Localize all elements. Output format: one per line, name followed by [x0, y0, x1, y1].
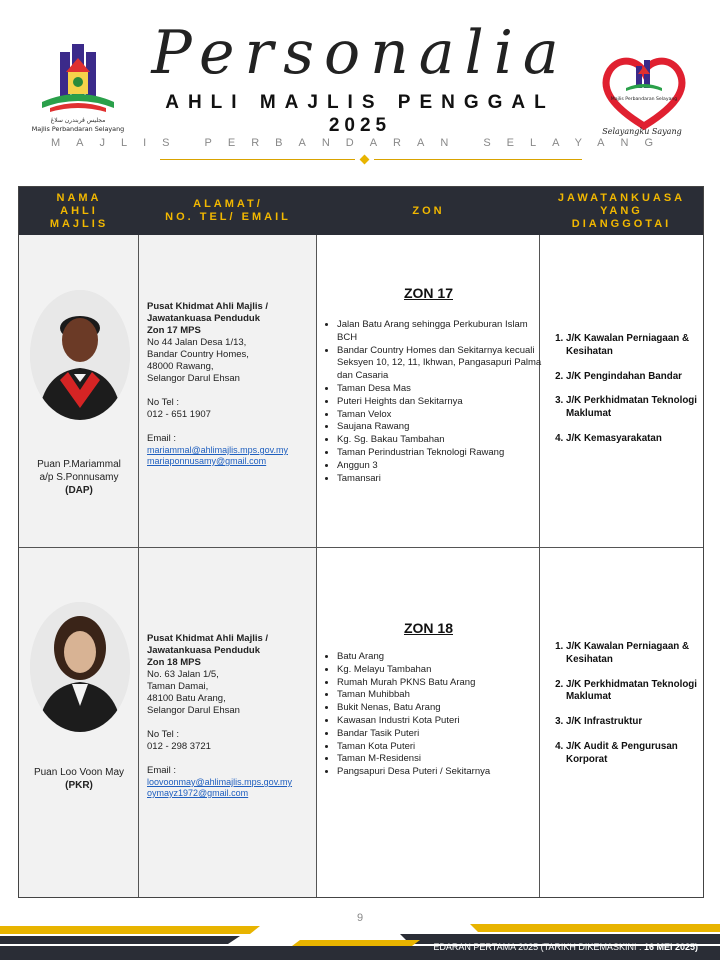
zone-cell [317, 548, 540, 897]
header-address: ALAMAT/ NO. TEL/ EMAIL [165, 198, 291, 223]
header-name: NAMA AHLI MAJLIS [49, 191, 109, 230]
zone-area-item: • Jalan Batu Arang sehingga Perkuburan Islam BCH [337, 319, 547, 345]
committee-cell [540, 235, 703, 547]
address-line: No 44 Jalan Desa 1/13, [147, 337, 247, 348]
party-label: (PKR) [65, 780, 93, 791]
committee-item: 3. J/K Perkhidmatan Teknologi Maklumat [566, 395, 716, 421]
address-block [147, 633, 315, 799]
committee-item: 2. J/K Perkhidmatan Teknologi Maklumat [566, 679, 716, 705]
header-rule-left [160, 159, 355, 160]
member-name [19, 458, 139, 497]
table-row [19, 548, 703, 897]
office-zone: Zon 18 MPS [147, 657, 201, 668]
party-label: (DAP) [65, 485, 93, 496]
edition-note [433, 942, 698, 952]
address-block [147, 301, 315, 467]
email-link[interactable]: mariaponnusamy@gmail.com [147, 456, 267, 466]
table-row [19, 235, 703, 547]
zone-area-item: • Saujana Rawang [337, 421, 547, 434]
address-line: Selangor Darul Ehsan [147, 373, 240, 384]
zone-area-list [325, 319, 547, 485]
council-subtitle: MAJLIS PERBANDARAN SELAYANG [50, 137, 670, 149]
address-line: 48000 Rawang, [147, 361, 214, 372]
script-title: Personalia [151, 18, 569, 88]
zone-area-item: • Puteri Heights dan Sekitarnya [337, 396, 547, 409]
member-cell [19, 548, 139, 897]
mps-logo-right [598, 48, 690, 140]
zone-area-item: • Taman Kota Puteri [337, 741, 547, 754]
address-line: Taman Damai, [147, 681, 209, 692]
tel-number: 012 - 651 1907 [147, 409, 211, 420]
committee-item: 2. J/K Pengindahan Bandar [566, 371, 716, 384]
zone-area-item: • Rumah Murah PKNS Batu Arang [337, 677, 547, 690]
email-link[interactable]: oymayz1972@gmail.com [147, 788, 249, 798]
zone-area-item: • Pangsapuri Desa Puteri / Sekitarnya [337, 766, 547, 779]
address-line: 48100 Batu Arang, [147, 693, 226, 704]
committee-item: 3. J/K Infrastruktur [566, 716, 716, 729]
zone-area-item: • Bandar Tasik Puteri [337, 728, 547, 741]
zone-area-item: • Bukit Nenas, Batu Arang [337, 702, 547, 715]
member-name-line1: Puan P.Mariammal [37, 459, 121, 470]
zone-area-item: • Taman Muhibbah [337, 689, 547, 702]
member-photo [30, 290, 130, 420]
title-year: 2025 [328, 115, 392, 136]
footer-band [0, 918, 720, 960]
committee-item: 4. J/K Kemasyarakatan [566, 433, 716, 446]
committee-item: 1. J/K Kawalan Perniagaan & Kesihatan [566, 641, 716, 667]
committee-cell [540, 548, 703, 897]
email-label: Email : [147, 433, 177, 444]
zone-title: ZON 18 [403, 620, 453, 636]
tel-number: 012 - 298 3721 [147, 741, 211, 752]
header-rule-right [374, 159, 582, 160]
zone-area-list [325, 651, 547, 779]
office-title-line1: Pusat Khidmat Ahli Majlis / [147, 301, 269, 312]
header-committee: JAWATANKUASA YANG DIANGGOTAI [557, 191, 686, 230]
zone-area-item: • Taman Velox [337, 409, 547, 422]
page-number: 9 [356, 912, 364, 924]
committee-item: 4. J/K Audit & Pengurusan Korporat [566, 741, 716, 767]
header-diamond [360, 155, 370, 165]
office-title-line1: Pusat Khidmat Ahli Majlis / [147, 633, 269, 644]
council-member-table [18, 186, 704, 898]
address-cell [139, 548, 317, 897]
office-title-line2: Jawatankuasa Penduduk [147, 313, 260, 324]
member-photo [30, 602, 130, 732]
committee-list [548, 333, 716, 458]
email-link[interactable]: loovoonmay@ahlimajlis.mps.gov.my [147, 777, 293, 787]
header-zone: ZON [412, 204, 445, 217]
email-link[interactable]: mariammal@ahlimajlis.mps.gov.my [147, 445, 288, 455]
office-zone: Zon 17 MPS [147, 325, 201, 336]
left-logo-caption: Majlis Perbandaran Selayang [31, 125, 125, 133]
zone-area-item: • Taman Perindustrian Teknologi Rawang [337, 447, 547, 460]
zone-area-item: • Kg. Sg. Bakau Tambahan [337, 434, 547, 447]
edition-date: 16 MEI 2025) [643, 942, 698, 952]
zone-area-item: • Batu Arang [337, 651, 547, 664]
member-cell [19, 235, 139, 547]
committee-item: 1. J/K Kawalan Perniagaan & Kesihatan [566, 333, 716, 359]
email-label: Email : [147, 765, 177, 776]
zone-area-item: • Anggun 3 [337, 460, 547, 473]
member-name-line2: a/p S.Ponnusamy [39, 472, 119, 483]
address-line: Bandar Country Homes, [147, 349, 249, 360]
committee-list [548, 641, 716, 779]
zone-title: ZON 17 [403, 285, 453, 301]
table-header [19, 187, 703, 235]
right-logo-caption: Majlis Perbandaran Selayang [610, 97, 678, 102]
zone-area-item: • Kg. Melayu Tambahan [337, 664, 547, 677]
tel-label: No Tel : [147, 397, 180, 408]
zone-area-item: • Tamansari [337, 473, 547, 486]
zone-area-item: • Taman M-Residensi [337, 753, 547, 766]
zone-area-item: • Kawasan Industri Kota Puteri [337, 715, 547, 728]
zone-area-item: • Bandar Country Homes dan Sekitarnya kecuali Seksyen 10, 12, 11, Ikhwan, Pangasapuri Palma dan Casaria [337, 345, 547, 383]
edition-text: EDARAN PERTAMA 2025 (TARIKH DIKEMASKINI : [433, 942, 642, 952]
zone-cell [317, 235, 540, 547]
member-name [19, 766, 139, 792]
svg-text:مجليس ڤربندرن سلاڠ: مجليس ڤربندرن سلاڠ [50, 117, 106, 124]
address-line: Selangor Darul Ehsan [147, 705, 240, 716]
main-title: AHLI MAJLIS PENGGAL [165, 92, 555, 113]
office-title-line2: Jawatankuasa Penduduk [147, 645, 260, 656]
address-cell [139, 235, 317, 547]
tel-label: No Tel : [147, 729, 180, 740]
zone-area-item: • Taman Desa Mas [337, 383, 547, 396]
right-logo-tagline: Selayangku Sayang [602, 127, 682, 136]
member-name-line1: Puan Loo Voon May [33, 767, 125, 778]
address-line: No. 63 Jalan 1/5, [147, 669, 219, 680]
